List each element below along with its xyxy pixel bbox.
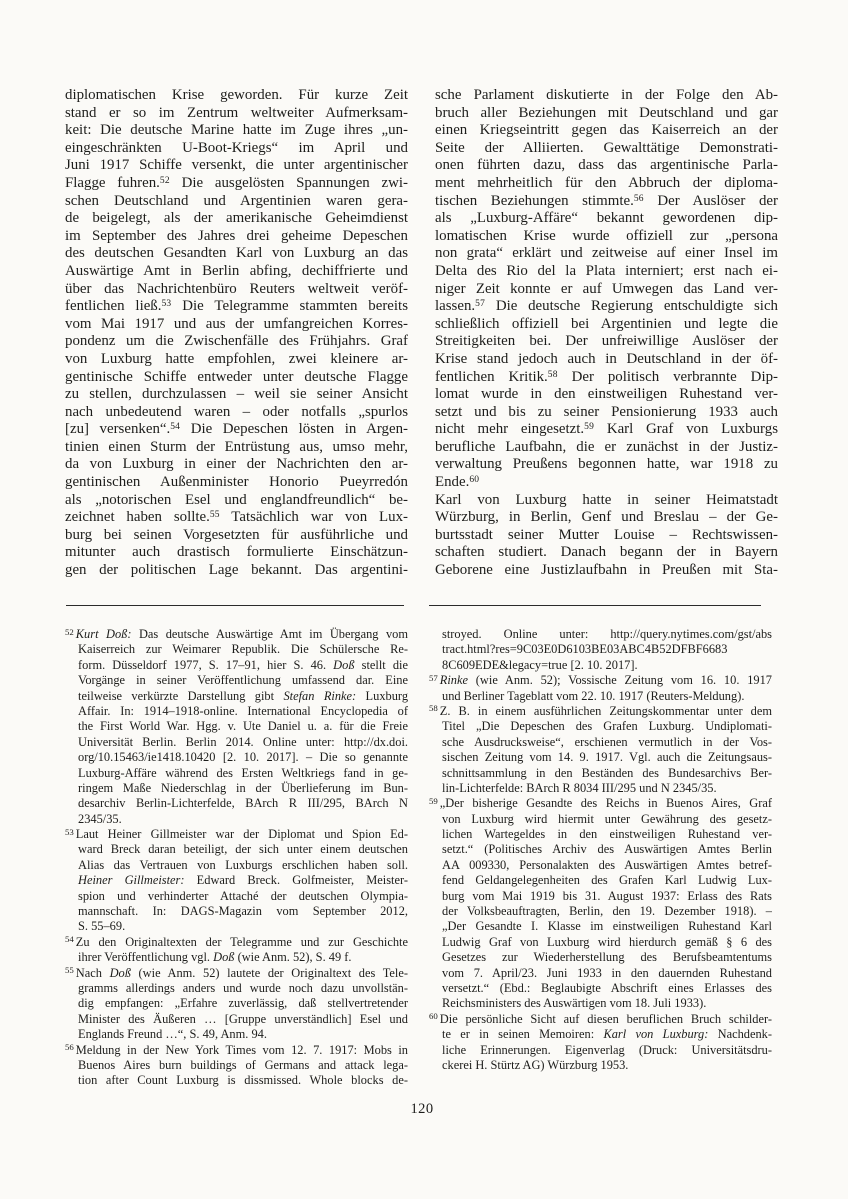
text-run: „Der bisherige Gesandte des Reichs in Buenos Aires, Graf: [439, 796, 772, 811]
text-line: [435, 87, 778, 105]
footnote-line: [429, 889, 772, 904]
text-line: [65, 369, 408, 387]
footnote-line: [429, 704, 772, 719]
footnote-line: [65, 1012, 408, 1027]
footnote-line: [65, 1058, 408, 1073]
footnote-line: [429, 919, 772, 934]
text-line: [65, 439, 408, 457]
footnote-number: 58: [429, 703, 438, 714]
footnote-number: 54: [65, 934, 74, 945]
italic-text: Doß: [109, 965, 131, 980]
text-line: [65, 316, 408, 334]
text-run: Gesetzes zur Wiederherstellung des Berufsbeamtentums: [442, 950, 772, 965]
footnote-number: 53: [65, 827, 74, 837]
text-run: Z. B. in einem ausführlichen Zeitungskommentar unter dem: [439, 703, 772, 718]
text-run: fentlichen ließ.: [65, 298, 162, 315]
text-run: Tatsächlich war von Lux-: [219, 509, 408, 526]
footnote-line: [65, 781, 408, 796]
footnote-line: [65, 766, 408, 781]
text-run: Meldung in der New York Times vom 12. 7. 1917: Mobs in: [75, 1042, 408, 1057]
text-line: [65, 456, 408, 474]
footnote-line: [65, 704, 408, 719]
footnote-number: 55: [65, 965, 74, 976]
text-run: dig empfangen: „Erfahre zuverlässig, daß stellvertretender: [78, 996, 408, 1011]
footnote-line: [429, 627, 772, 642]
text-line: [65, 298, 408, 316]
footnote-line: [65, 996, 408, 1011]
text-run: Edward Breck. Golfmeister, Meister-: [184, 873, 408, 888]
text-line: [65, 333, 408, 351]
text-run: sche Ausdrucksweise“, erschienen vermutlich in der Vos-: [442, 734, 772, 749]
text-run: Zu den Originaltexten der Telegramme und zur Geschichte: [75, 934, 408, 949]
italic-text: Doß: [333, 657, 355, 672]
text-run: Der politisch verbrannte Dip-: [557, 368, 778, 385]
footnote: [429, 704, 772, 796]
text-run: burg bei seinen Vorgesetzten für ausführliche und: [65, 526, 408, 543]
text-run: burg vom Mai 1919 bis 31. August 1937: Erlass des Rats: [442, 888, 772, 903]
text-run: Minister des Äußeren … [Gruppe unverständlich] Esel und: [78, 1011, 408, 1026]
footnote-line: [429, 673, 772, 688]
text-line: [435, 298, 778, 316]
text-run: gentinische Schiffe entweder unter deutsche Flagge: [65, 368, 408, 385]
text-run: 2345/35.: [78, 811, 122, 826]
text-run: vom Mai 1917 und aus der umfangreichen Korres-: [65, 315, 408, 332]
footnote-line: [429, 935, 772, 950]
footnote-ref-superscript: 55: [209, 510, 220, 521]
text-line: [65, 105, 408, 123]
text-run: setzt.“ (Politisches Archiv des Auswärtigen Amtes Berlin: [442, 842, 772, 857]
text-run: tion after Count Luxburg is dissmissed. Whole blocks de-: [78, 1073, 408, 1088]
text-run: Karl Graf von Luxburgs: [594, 421, 778, 438]
text-run: gramms allerdings anders und wurde noch dazu unvollstän-: [78, 980, 408, 995]
text-run: lin-Lichterfelde: BArch R 8034 III/295 und N 2345/35.: [442, 780, 717, 795]
text-run: Reichsministers des Auswärtigen vom 18. Juli 1933).: [442, 996, 707, 1011]
text-line: [435, 210, 778, 228]
text-line: [435, 386, 778, 404]
footnote-ref-superscript: 53: [161, 299, 172, 310]
text-run: und Berliner Tageblatt vom 22. 10. 1917 (Reuters-Meldung).: [442, 688, 745, 703]
text-run: sischen Zeitung vom 14. 9. 1917. Vgl. auch die Zeitungsaus-: [442, 750, 772, 765]
footnote-line: [429, 996, 772, 1011]
footnote-ref-superscript: 57: [475, 299, 486, 310]
footnote-line: [65, 827, 408, 842]
text-run: eingeschränkten U-Boot-Kriegs“ im April und: [65, 139, 408, 156]
text-run: Kaiserreich zur Weimarer Republik. Die Schülersche Re-: [78, 642, 408, 657]
footnote-number: 57: [429, 673, 438, 683]
footnote-ref-superscript: 56: [633, 193, 644, 204]
footnote: [65, 627, 408, 827]
text-run: mannschaft. In: DAGS-Magazin vom September 2012,: [78, 904, 408, 919]
text-run: Der Auslöser der: [643, 192, 778, 209]
text-run: Streitigkeiten bei. Der unfreiwillige Auslöser der: [435, 333, 778, 350]
text-line: [65, 175, 408, 193]
text-run: form. Düsseldorf 1977, S. 17–91, hier S. 46.: [78, 657, 334, 672]
text-line: [435, 333, 778, 351]
text-run: von Luxburg hatte empfohlen, zwei kleinere ar-: [65, 350, 408, 367]
text-run: da von Luxburg in einer der Nachrichten den ar-: [65, 456, 408, 473]
footnote-line: [429, 781, 772, 796]
text-run: Luxburg-Affäre während des Ersten Weltkriegs fand in ge-: [78, 765, 408, 780]
text-run: der Volksbeauftragten, Berlin, den 19. Dezember 1918). –: [442, 904, 772, 919]
text-line: [65, 263, 408, 281]
text-line: [435, 122, 778, 140]
italic-text: Stefan Rinke:: [283, 688, 357, 703]
text-run: fentlichen Kritik.: [435, 368, 548, 385]
text-run: nach unbedeutend waren – oder notfalls „spurlos: [65, 403, 408, 420]
text-run: Die Depeschen lösten in Argen-: [180, 421, 408, 438]
text-run: Die Telegramme stammten bereits: [171, 298, 408, 315]
footnotes-column-left: [65, 627, 408, 1089]
text-run: Krise stand jedoch auch in Deutschland in der öf-: [435, 350, 778, 367]
text-run: „Der Gesandte I. Klasse im einstweiligen Ruhestand Karl: [442, 919, 772, 934]
text-run: als „notorischen Esel und englandfreundlich“ be-: [65, 491, 408, 508]
footnote-ref-superscript: 59: [584, 422, 595, 433]
footnote-ref-superscript: 52: [159, 175, 170, 186]
footnote: [429, 1012, 772, 1074]
text-run: ckerei H. Stürtz AG) Würzburg 1953.: [442, 1057, 629, 1072]
text-line: [435, 544, 778, 562]
text-line: [65, 562, 408, 580]
text-run: Das deutsche Auswärtige Amt im Übergang vom: [131, 627, 408, 641]
text-run: liche Erinnerungen. Eigenverlag (Druck: Universitätsdru-: [442, 1042, 772, 1057]
italic-text: Doß: [213, 950, 235, 965]
text-line: [65, 527, 408, 545]
text-line: [435, 456, 778, 474]
italic-text: Karl von Luxburg:: [603, 1027, 709, 1042]
footnote: [429, 627, 772, 673]
text-line: [435, 140, 778, 158]
text-run: berufliche Laufbahn, die er zunächst in der Justiz-: [435, 438, 778, 455]
footnote-line: [429, 1058, 772, 1073]
footnote-line: [65, 673, 408, 688]
text-line: [65, 281, 408, 299]
text-run: tract.html?res=9C03E0D6103BE03ABC4B52DFBF6683: [442, 642, 728, 657]
text-run: Universität Berlin. Berlin 2014. Online unter: http://dx.doi.: [78, 734, 408, 749]
text-run: Die persönliche Sicht auf diesen beruflichen Bruch schilder-: [439, 1011, 772, 1026]
text-run: Ludwig Graf von Luxburg wird hierdurch gemäß § 6 des: [442, 934, 772, 949]
footnote-line: [65, 842, 408, 857]
footnote-line: [65, 1043, 408, 1058]
text-run: Flagge fuhren.: [65, 174, 160, 191]
text-run: Affair. In: 1914–1918-online. International Encyclopedia of: [78, 703, 408, 718]
footnote: [65, 966, 408, 1043]
text-run: de beigelegt, als der amerikanische Geheimdienst: [65, 210, 408, 227]
footnote-line: [429, 873, 772, 888]
text-run: (wie Anm. 52), S. 49 f.: [234, 950, 352, 965]
text-run: im September des Jahres drei geheime Depeschen: [65, 227, 408, 244]
text-run: keit: Die deutsche Marine hatte im Zuge ihres „un-: [65, 122, 408, 139]
footnote-ref-superscript: 58: [547, 369, 558, 380]
text-run: onen führten dazu, dass das argentinische Parla-: [435, 157, 778, 174]
text-run: lassen.: [435, 298, 476, 315]
footnote-line: [429, 950, 772, 965]
page-number: 120: [410, 1101, 434, 1117]
text-run: non grata“ erklärt und zeitweise auf einer Insel im: [435, 245, 778, 262]
footnote-line: [65, 950, 408, 965]
text-run: als „Luxburg-Affäre“ bekannt gewordenen dip-: [435, 210, 778, 227]
footnote-line: [65, 642, 408, 657]
text-line: [65, 509, 408, 527]
text-run: bruch aller Beziehungen mit Deutschland und gar: [435, 104, 778, 121]
footnote-number: 52: [65, 627, 74, 637]
text-line: [435, 474, 778, 492]
text-run: schaften studiert. Danach begann der in Bayern: [435, 544, 778, 561]
text-run: ihrer Veröffentlichung vgl.: [78, 950, 214, 965]
footnote: [429, 796, 772, 1011]
text-line: [435, 351, 778, 369]
text-run: stellt die: [354, 657, 408, 672]
footnote-line: [429, 796, 772, 811]
footnote-line: [429, 812, 772, 827]
text-run: Juni 1917 Schiffe versenkt, die unter argentinischer: [65, 157, 408, 174]
text-run: einen Kriegseintritt gegen das Kaiserreich an der: [435, 122, 778, 139]
italic-text: Kurt Doß:: [75, 627, 132, 641]
text-line: [435, 492, 778, 510]
text-run: Seite der Alliierten. Gewalttätige Demonstrati-: [435, 139, 778, 156]
text-run: lomatischen Krise wurde offiziell zur „persona: [435, 227, 778, 244]
text-run: Würzburg, in Berlin, Genf und Breslau – der Ge-: [435, 509, 778, 526]
footnote-line: [429, 966, 772, 981]
text-run: Luxburg: [356, 688, 408, 703]
text-run: teilweise verkürzte Darstellung gibt: [78, 688, 284, 703]
footnote-line: [429, 1012, 772, 1027]
text-run: pondenz um die Zwischenfälle des Frühjahrs. Graf: [65, 333, 408, 350]
text-line: [65, 87, 408, 105]
text-run: verwaltung Preußens begonnen hatte, war 1918 zu: [435, 456, 778, 473]
text-run: über das Nachrichtenbüro Reuters weltweit veröf-: [65, 280, 408, 297]
text-line: [65, 544, 408, 562]
text-run: sche Parlament diskutierte in der Folge den Ab-: [435, 87, 778, 103]
text-run: Nach: [75, 965, 110, 980]
text-run: lomat wurde in den einstweiligen Ruhestand ver-: [435, 386, 778, 403]
footnote-line: [429, 1043, 772, 1058]
text-line: [65, 210, 408, 228]
text-line: [435, 193, 778, 211]
text-run: versetzt.“ (Ebd.: Beglaubigte Abschrift eines Erlasses des: [442, 980, 772, 995]
footnote: [65, 1043, 408, 1089]
text-run: desarchiv Berlin-Lichterfelde, BArch R III/295, BArch N: [78, 796, 408, 811]
text-run: gentinischen Außenminister Honorio Pueyrredón: [65, 474, 408, 491]
text-run: S. 55–69.: [78, 919, 126, 934]
text-line: [435, 263, 778, 281]
text-run: 8C609EDE&legacy=true [2. 10. 2017].: [442, 657, 638, 672]
text-line: [435, 245, 778, 263]
main-text-column-left: [65, 87, 408, 580]
text-run: vom 7. April/23. Juni 1933 in den dauernden Ruhestand: [442, 965, 772, 980]
text-line: [65, 193, 408, 211]
text-line: [65, 474, 408, 492]
footnote-line: [429, 827, 772, 842]
text-run: Alias das Vertrauen von Luxburgs erschlichen haben soll.: [78, 857, 408, 872]
text-line: [435, 157, 778, 175]
text-run: ward Breck daran beteiligt, der sich unter einem deutschen: [78, 842, 408, 857]
footnote-line: [65, 858, 408, 873]
text-run: nicht mehr eingesetzt.: [435, 421, 585, 438]
footnote-line: [429, 658, 772, 673]
text-run: tinien einen Sturm der Entrüstung aus, umso mehr,: [65, 438, 408, 455]
footnote-line: [429, 858, 772, 873]
text-run: te er in seinen Memoiren:: [442, 1027, 604, 1042]
footnote-line: [65, 919, 408, 934]
footnote-line: [65, 873, 408, 888]
text-run: Delta des Rio del la Plata interniert; erst nach ei-: [435, 262, 778, 279]
text-run: Ende.: [435, 474, 470, 491]
text-line: [65, 386, 408, 404]
footnote-line: [65, 1073, 408, 1088]
text-line: [435, 509, 778, 527]
text-run: spion und verhinderter Attaché der deutschen Olympia-: [78, 888, 408, 903]
footnote-number: 56: [65, 1042, 74, 1053]
text-run: AA 009330, Personalakten des Auswärtigen Amtes betref-: [442, 857, 772, 872]
text-run: Vorgänge in seiner Veröffentlichung umfassend dar. Eine: [78, 673, 408, 688]
footnote-line: [429, 766, 772, 781]
text-run: ringem Maße Niederschlag in der Überlieferung im Bun-: [78, 780, 408, 795]
text-run: Laut Heiner Gillmeister war der Diplomat und Spion Ed-: [75, 827, 408, 842]
footnote-number: 59: [429, 796, 438, 806]
text-run: gen der politischen Lage bekannt. Das argentini-: [65, 562, 408, 579]
text-run: Die ausgelösten Spannungen zwi-: [169, 174, 408, 191]
text-line: [435, 316, 778, 334]
footnote-number: 60: [429, 1011, 438, 1022]
text-run: fend Geldangelegenheiten des Grafen Karl Ludwig Lux-: [442, 873, 772, 888]
main-text-column-right: [435, 87, 778, 580]
text-run: schen Deutschland und Argentinien waren gera-: [65, 192, 408, 209]
footnote-line: [429, 981, 772, 996]
footnote: [429, 673, 772, 704]
text-run: the First World War. Hgg. v. Ute Daniel u. a. für die Freie: [78, 719, 408, 734]
text-line: [435, 404, 778, 422]
text-run: schnittsammlung in den Beständen des Bundesarchivs Ber-: [442, 765, 772, 780]
text-line: [435, 228, 778, 246]
footnote-line: [65, 735, 408, 750]
text-line: [435, 562, 778, 580]
text-run: des deutschen Gesandten Karl von Luxburg an das: [65, 245, 408, 262]
footnote-line: [65, 1027, 408, 1042]
text-line: [435, 175, 778, 193]
text-line: [65, 245, 408, 263]
footnote-line: [429, 904, 772, 919]
footnote-line: [65, 966, 408, 981]
italic-text: Rinke: [439, 673, 469, 688]
text-line: [65, 122, 408, 140]
text-line: [435, 369, 778, 387]
text-line: [65, 492, 408, 510]
text-run: Titel „Die Depeschen des Grafen Luxburg. Undiplomati-: [442, 719, 772, 734]
text-line: [65, 421, 408, 439]
footnote-line: [429, 735, 772, 750]
text-run: stand er so im Zentrum weltweiter Aufmerksam-: [65, 104, 408, 121]
footnote-line: [429, 1027, 772, 1042]
text-run: niger Zeit konnte er auf Umwegen das Land ver-: [435, 280, 778, 297]
text-run: Geborene eine Justizlaufbahn in Preußen mit Sta-: [435, 562, 778, 579]
footnote-line: [65, 981, 408, 996]
footnote-ref-superscript: 60: [469, 475, 480, 486]
text-run: Englands Freund …“, S. 49, Anm. 94.: [78, 1027, 267, 1042]
text-line: [435, 439, 778, 457]
footnote-line: [65, 796, 408, 811]
text-run: Karl von Luxburg hatte in seiner Heimatstadt: [435, 491, 778, 508]
footnote-line: [65, 750, 408, 765]
text-run: zeichnet haben sollte.: [65, 509, 210, 526]
text-run: lichen Wartegeldes in den einstweiligen Ruhestand ver-: [442, 827, 772, 842]
text-run: stroyed. Online unter: http://query.nytimes.com/gst/abs: [442, 627, 772, 641]
footnote: [65, 827, 408, 935]
footnote-line: [65, 889, 408, 904]
footnote-line: [65, 627, 408, 642]
footnote-line: [429, 750, 772, 765]
text-run: zu stellen, durchzulassen – weil sie seiner Ansicht: [65, 386, 408, 403]
text-line: [435, 281, 778, 299]
text-run: von Luxburg wird hiermit unter Gewährung des gesetz-: [442, 811, 772, 826]
text-run: diplomatischen Krise geworden. Für kurze Zeit: [65, 87, 408, 103]
text-run: (wie Anm. 52) lautete der Originaltext des Tele-: [130, 965, 408, 980]
footnote-line: [65, 658, 408, 673]
footnote-line: [65, 904, 408, 919]
footnote-line: [429, 689, 772, 704]
footnotes-column-right: [429, 627, 772, 1073]
text-line: [65, 351, 408, 369]
footnote-line: [65, 689, 408, 704]
text-line: [65, 404, 408, 422]
text-run: mitunter auch drastisch formulierte Einschätzun-: [65, 544, 408, 561]
footnote-line: [429, 719, 772, 734]
footnote-line: [429, 842, 772, 857]
text-line: [65, 228, 408, 246]
text-line: [435, 527, 778, 545]
text-run: Auswärtige Amt in Berlin abfing, dechiffrierte und: [65, 262, 408, 279]
text-run: tischen Beziehungen stimmte.: [435, 192, 634, 209]
text-run: ment mehrheitlich für den Abbruch der diploma-: [435, 174, 778, 191]
text-run: schließlich offiziell bei Argentinien und legte die: [435, 315, 778, 332]
footnote-line: [429, 642, 772, 657]
text-line: [65, 157, 408, 175]
footnote-line: [65, 935, 408, 950]
footnote-ref-superscript: 54: [170, 422, 181, 433]
footnote-separator-right: [429, 605, 761, 606]
text-run: org/10.15463/ie1418.10420 [2. 10. 2017]. – Die so genannte: [78, 750, 408, 765]
text-line: [65, 140, 408, 158]
footnote: [65, 935, 408, 966]
text-run: Nachdenk-: [708, 1027, 772, 1042]
italic-text: Heiner Gillmeister:: [78, 873, 185, 888]
text-line: [435, 105, 778, 123]
text-run: Buenos Aires burn buildings of Germans and attack lega-: [78, 1057, 408, 1072]
footnote-line: [65, 812, 408, 827]
text-run: [zu] versenken“.: [65, 421, 171, 438]
text-run: (wie Anm. 52); Vossische Zeitung vom 16. 10. 1917: [468, 673, 772, 688]
footnote-separator-left: [66, 605, 404, 606]
text-run: burtsstadt seiner Mutter Louise – Rechtswissen-: [435, 526, 778, 543]
footnote-line: [65, 719, 408, 734]
text-line: [435, 421, 778, 439]
text-run: setzt und bis zu seiner Pensionierung 1933 auch: [435, 403, 778, 420]
text-run: Die deutsche Regierung entschuldigte sich: [485, 298, 778, 315]
